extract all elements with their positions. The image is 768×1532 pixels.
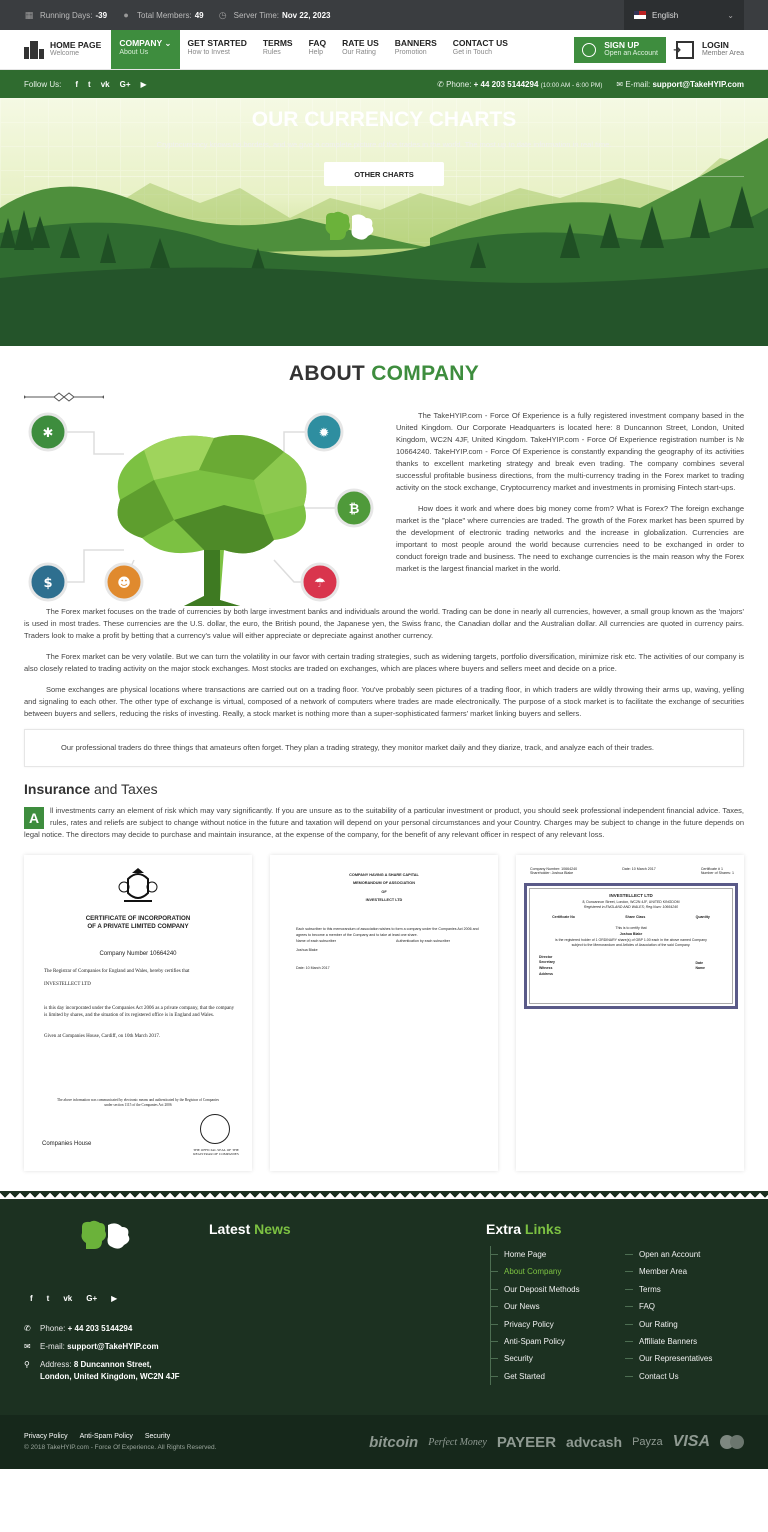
visa-logo: VISA [672, 1433, 710, 1450]
footer-logo[interactable] [78, 1219, 134, 1253]
google-plus-icon[interactable]: G+ [119, 79, 131, 89]
user-plus-icon [582, 43, 596, 57]
server-time: ◷ Server Time: Nov 22, 2023 [218, 10, 331, 20]
bottom-bar [0, 1415, 768, 1469]
footer-email: ✉ E-mail: support@TakeHYIP.com [24, 1342, 159, 1351]
copyright: © 2018 TakeHYIP.com - Force Of Experience. All Rights Reserved. [24, 1444, 217, 1451]
footer [0, 1191, 768, 1415]
certificate-memorandum[interactable]: COMPANY HAVING A SHARE CAPITAL MEMORANDUM OF ASSOCIATION OF INVESTELLECT LTD Each subscriber to this memorandum of association wishes to form a company under the Companies Act 2006 and agrees to become a member of the Company and to take at least one share. Name of each subscriber Authentication by each subscriber Joshua Blake Date: 10 March 2017 [270, 855, 498, 1171]
about-title: ABOUT COMPANY [288, 362, 480, 385]
svg-text:$: $ [43, 576, 53, 591]
phone-icon: ✆ [24, 1324, 31, 1333]
advcash-logo: advcash [566, 1434, 623, 1450]
forest-landscape [0, 98, 768, 346]
svg-text:☂: ☂ [314, 576, 326, 591]
vk-icon[interactable]: vk [63, 1294, 73, 1303]
latest-news-title: Latest News [209, 1221, 291, 1237]
nav-terms[interactable]: TERMS Rules [262, 38, 293, 56]
svg-text:₿: ₿ [348, 502, 360, 517]
chevron-down-icon: ⌄ [164, 38, 172, 48]
email-link[interactable]: support@TakeHYIP.com [652, 79, 744, 89]
security-link[interactable]: Security [144, 1433, 171, 1440]
footer-link[interactable]: Our News [489, 1298, 580, 1315]
payment-logos [369, 1433, 744, 1451]
other-charts-button[interactable]: OTHER CHARTS [324, 162, 444, 186]
footer-link[interactable]: Anti-Spam Policy [489, 1333, 580, 1350]
youtube-icon[interactable]: ▶ [111, 1294, 118, 1303]
footer-links-left [489, 1246, 580, 1385]
about-section: ABOUT COMPANY ✱ ✹ ₿ $ ☻ ☂ The TakeHYIP.com - Force Of Experience is a fully registered investment company based in the United Kingdom. Our Corporate Headquarters is located here: 8 Duncannon Street, London, United Kingdom, WC2N 4JF, United Kingdom. TakeHYIP.com - Force Of Experience registration number is № 10664240. TakeHYIP.com - Force Of Experience is constantly expanding the geography of its activities thanks to excellent marketing strategy and break even trading. The company combines several successful profitable business directions, from the multi-currency trading in the Forex market to trading activity on the stock exchange, Cryptocurrency market and investments in promising Fintech start-ups. How does it work and where does big money come from? What is Forex? The foreign exchange market is the "place" where currencies are traded. The growth of the Forex market has been spurred by the development of electronic trading networks and the increase in globalization. Currencies are important to most people around the world because currencies need to be exchanged in order to conduct foreign trade and business. The need to exchange currencies is the main reason why the Forex market is the largest financial market in the world. The Forex market focuses on the trade of currencies by both large investment banks and individuals around the world. Trading can be done in nearly all currencies, however, a small group known as the 'majors' is used in most trades. These currencies are the U.S. dollar, the euro, the British pound, the Japanese yen, the Swiss franc, the Canadian dollar and the Australian dollar. All currencies are quoted in currency pairs. Traders look to make a profit by betting that a currency's value will either appreciate or depreciate against another currency. The Forex market can be very volatile. But we can turn the volatility in our favor with certain trading strategies, such as widening targets, portfolio diversification, minimize risk etc. The activities of our company is also closely related to trading activity on the major stock exchanges. Most stocks are traded on exchanges, which are places where buyers and sellers meet and decide on a price. Some exchanges are physical locations where transactions are carried out on a trading floor. You've probably seen pictures of a trading floor, in which traders are wildly throwing their arms up, waving, yelling and signaling to each other. The other type of exchange is virtual, composed of a network of computers where trades are made electronically. The purpose of a stock market is to facilitate the exchange of securities between buyers and sellers, reducing the risks of investing. Really, a stock market is nothing more than a super-sophisticated farmers' market linking buyers and sellers. Our professional traders do three things that amateurs often forget. They plan a trading strategy, they monitor market daily and they diarize, track, and analyze each of their trades. Insurance and Taxes A ll investments carry an element of risk which may vary significantly. If you are unsure as to the suitability of a particular investment or product, you should seek professional independent financial advice. Taxes, rules, rates and reliefs are subject to change without notice in the future and taxation will depend on your personal circumstances and your Country. Charges may be subject to change in the future depends on legal notice. The directors may decide to purchase and maintain insurance, at the expense of the company, for the benefit of any relevant officer in respect of any relevant loss. CERTIFICATE OF INCORPORATION OF A PRIVATE LIMITED COMPANY Company Number 10664240 The Registrar of Companies for England and Wales, hereby certifies that INVESTELLECT LTD is this day incorporated under the Companies Act 2006 as a private company, that the company is limited by shares, and the situation of its registered office is in England and Wales. Given at Companies House, Cardiff, on 10th March 2017. The above information was communicated by electronic means and authenticated by the Registrar of Companies under section 1115 of the Companies Act 2006 Companies House THE OFFICIAL SEAL OF THE REGISTRAR OF COMPANIES COMPANY HAVING A SHARE CAPITAL MEMORANDUM OF ASSOCIATION OF INVESTELLECT LTD Each subscriber to this memorandum of association wishes to form a company under the Companies Act 2006 and agrees to become a member of the Company and to take at least one share. Name of each subscriber Authentication by each subscriber Joshua Blake Date: 10 March 2017 Company Number: 10664240 Shareholder: Joshua Blake Date: 10 March 2017 Certificate # 1 Number of Shares: 1 INVESTELLECT LTD 8, Duncannon Street, London, WC2N 4JF, UNITED KINGDOM Registered in ENGLAND AND WALES; Reg.Num: 10664240 Certificate No Share Class Quantity This is to certify that Joshua Blake is the registered holder of 1 ORDINARY share(s) of GBP 1.00 each in the above named Company subject to the Memorandum and Articles of Association of the said Company. Director Secretary Witness Address Date Name [0, 362, 768, 1177]
royal-crest-icon [118, 867, 158, 907]
language-select[interactable]: English ⌄ [624, 0, 744, 30]
signup-button[interactable]: SIGN UP Open an Account [574, 37, 666, 63]
svg-text:✱: ✱ [42, 426, 54, 441]
nav-contact[interactable]: CONTACT US Get in Touch [452, 38, 508, 56]
nav-company[interactable]: COMPANY ⌄ About Us [111, 30, 179, 69]
brain-tree-illustration [24, 410, 396, 606]
footer-link[interactable]: Member Area [624, 1263, 712, 1280]
footer-link[interactable]: Get Started [489, 1368, 580, 1385]
follow-bar: Follow Us: f t vk G+ ▶ ✆ Phone: + 44 203 5144294 (10:00 AM - 6:00 PM) ✉ E-mail: support@TakeHYIP.com [0, 70, 768, 98]
insurance-text: A ll investments carry an element of risk which may vary significantly. If you are unsure as to the suitability of a particular investment or product, you should seek professional independent financial advice. Taxes, rules, rates and reliefs are subject to change without notice in the future and taxation will depend on your personal circumstances and your Country. Charges may be subject to change in the future depends on legal notice. The directors may decide to purchase and maintain insurance, at the expense of the company, for the benefit of any relevant officer in respect of any relevant loss. [24, 806, 744, 839]
chevron-down-icon: ⌄ [727, 10, 734, 20]
vk-icon[interactable]: vk [100, 79, 110, 89]
footer-link[interactable]: Our Deposit Methods [489, 1281, 580, 1298]
svg-text:☻: ☻ [117, 576, 131, 591]
facebook-icon[interactable]: f [30, 1294, 33, 1303]
brand-logo[interactable] [322, 210, 378, 244]
footer-link[interactable]: Our Rating [624, 1316, 712, 1333]
clock-icon: ◷ [218, 10, 227, 20]
about-intro: The TakeHYIP.com - Force Of Experience is a fully registered investment company based in the United Kingdom. Our Corporate Headquarters is located here: 8 Duncannon Street, London, United Kingdom, WC2N 4JF, United Kingdom. TakeHYIP.com - Force Of Experience registration number is № 10664240. TakeHYIP.com - Force Of Experience is constantly expanding the geography of its activities thanks to excellent marketing strategy and break even trading. The company combines several successful profitable business directions, from the multi-currency trading in the Forex market to trading activity on the stock exchange, Cryptocurrency market and investments in promising Fintech start-ups. How does it work and where does big money come from? What is Forex? The foreign exchange market is the "place" where currencies are traded. The growth of the Forex market has been spurred by the development of electronic trading networks and the increase in globalization. Currencies are important to most people around the world because currencies need to be exchanged in order to conduct foreign trade and business. The need to exchange currencies is the main reason why the Forex market is the largest financial market in the world. [396, 411, 744, 573]
envelope-icon: ✉ [24, 1342, 31, 1351]
footer-link[interactable]: Open an Account [624, 1246, 712, 1263]
phone-icon: ✆ [437, 79, 444, 89]
footer-link[interactable]: Affiliate Banners [624, 1333, 712, 1350]
anti-spam-link[interactable]: Anti-Spam Policy [79, 1433, 133, 1440]
main-nav [0, 30, 768, 70]
email-contact: ✉ E-mail: support@TakeHYIP.com [616, 79, 744, 89]
footer-link[interactable]: Home Page [489, 1246, 580, 1263]
top-bar [0, 0, 768, 30]
perfect-money-logo: Perfect Money [428, 1436, 487, 1448]
twitter-icon[interactable]: t [88, 79, 91, 89]
insurance-title: Insurance and Taxes [24, 781, 158, 797]
user-icon: ● [123, 10, 129, 20]
footer-link[interactable]: Our Representatives [624, 1350, 712, 1367]
footer-link[interactable]: Security [489, 1350, 580, 1367]
hero-subtitle: Cryptocurrency knows no borders, and we give a complete picture of the trades in the world. The most up to date information in real time. [156, 140, 612, 149]
nav-get-started[interactable]: GET STARTED How to Invest [187, 38, 247, 56]
footer-links-right [624, 1246, 712, 1385]
certificates [24, 855, 744, 1177]
phone-contact: ✆ Phone: + 44 203 5144294 (10:00 AM - 6:00 PM) [437, 79, 603, 89]
twitter-icon[interactable]: t [46, 1294, 50, 1303]
hero-title: OUR CURRENCY CHARTS [251, 108, 517, 131]
mastercard-icon [720, 1435, 744, 1449]
uk-flag-icon [634, 11, 646, 19]
building-icon [24, 41, 44, 59]
nav-home[interactable]: HOME PAGE Welcome [24, 30, 101, 69]
footer-link[interactable]: About Company [489, 1263, 580, 1280]
envelope-icon: ✉ [616, 79, 624, 89]
google-plus-icon[interactable]: G+ [86, 1294, 98, 1303]
total-members: ● Total Members: 49 [121, 10, 204, 20]
official-seal-icon [200, 1114, 230, 1144]
map-pin-icon: ⚲ [24, 1360, 30, 1369]
traders-quote: Our professional traders do three things that amateurs often forget. They plan a trading strategy, they monitor market daily and they diarize, track, and analyze each of their trades. [24, 729, 744, 767]
bitcoin-logo: bitcoin [369, 1433, 419, 1451]
login-button[interactable]: ➜ LOGIN Member Area [672, 39, 744, 58]
extra-links-title: Extra Links [486, 1221, 562, 1237]
nav-rate-us[interactable]: RATE US Our Rating [342, 38, 379, 56]
login-icon: ➜ [676, 41, 694, 59]
payeer-logo: PAYEER [496, 1433, 557, 1451]
footer-social [30, 1294, 117, 1303]
privacy-link[interactable]: Privacy Policy [24, 1433, 68, 1440]
footer-address: ⚲ Address: 8 Duncannon Street, London, United Kingdom, WC2N 4JF [24, 1360, 180, 1381]
footer-phone: ✆ Phone: + 44 203 5144294 [24, 1324, 133, 1333]
share-certificate[interactable]: Company Number: 10664240 Shareholder: Joshua Blake Date: 10 March 2017 Certificate # 1 Number of Shares: 1 INVESTELLECT LTD 8, Duncannon Street, London, WC2N 4JF, UNITED KINGDOM Registered in ENGLAND AND WALES; Reg.Num: 10664240 Certificate No Share Class Quantity This is to certify that Joshua Blake is the registered holder of 1 ORDINARY share(s) of GBP 1.00 each in the above named Company subject to the Memorandum and Articles of Association of the said Company. Director Secretary Witness Address Date Name [516, 855, 744, 1171]
nav-banners[interactable]: BANNERS Promotion [394, 38, 437, 56]
footer-link[interactable]: FAQ [624, 1298, 712, 1315]
facebook-icon[interactable]: f [75, 79, 79, 89]
hero-banner [0, 98, 768, 346]
payza-logo: Payza [632, 1436, 663, 1448]
nav-faq[interactable]: FAQ Help [308, 38, 327, 56]
svg-text:✹: ✹ [318, 426, 330, 441]
ornament-divider [24, 392, 104, 402]
calendar-icon: ▦ [24, 10, 34, 20]
footer-link[interactable]: Privacy Policy [489, 1316, 580, 1333]
dropcap: A [24, 807, 44, 829]
footer-link[interactable]: Terms [624, 1281, 712, 1298]
youtube-icon[interactable]: ▶ [140, 79, 147, 89]
certificate-incorporation[interactable]: CERTIFICATE OF INCORPORATION OF A PRIVATE LIMITED COMPANY Company Number 10664240 The Registrar of Companies for England and Wales, hereby certifies that INVESTELLECT LTD is this day incorporated under the Companies Act 2006 as a private company, that the company is limited by shares, and the situation of its registered office is in England and Wales. Given at Companies House, Cardiff, on 10th March 2017. The above information was communicated by electronic means and authenticated by the Registrar of Companies under section 1115 of the Companies Act 2006 Companies House THE OFFICIAL SEAL OF THE REGISTRAR OF COMPANIES [24, 855, 252, 1171]
footer-link[interactable]: Contact Us [624, 1368, 712, 1385]
companies-house-logo: Companies House [42, 1141, 92, 1147]
running-days: ▦ Running Days: -39 [24, 10, 108, 20]
